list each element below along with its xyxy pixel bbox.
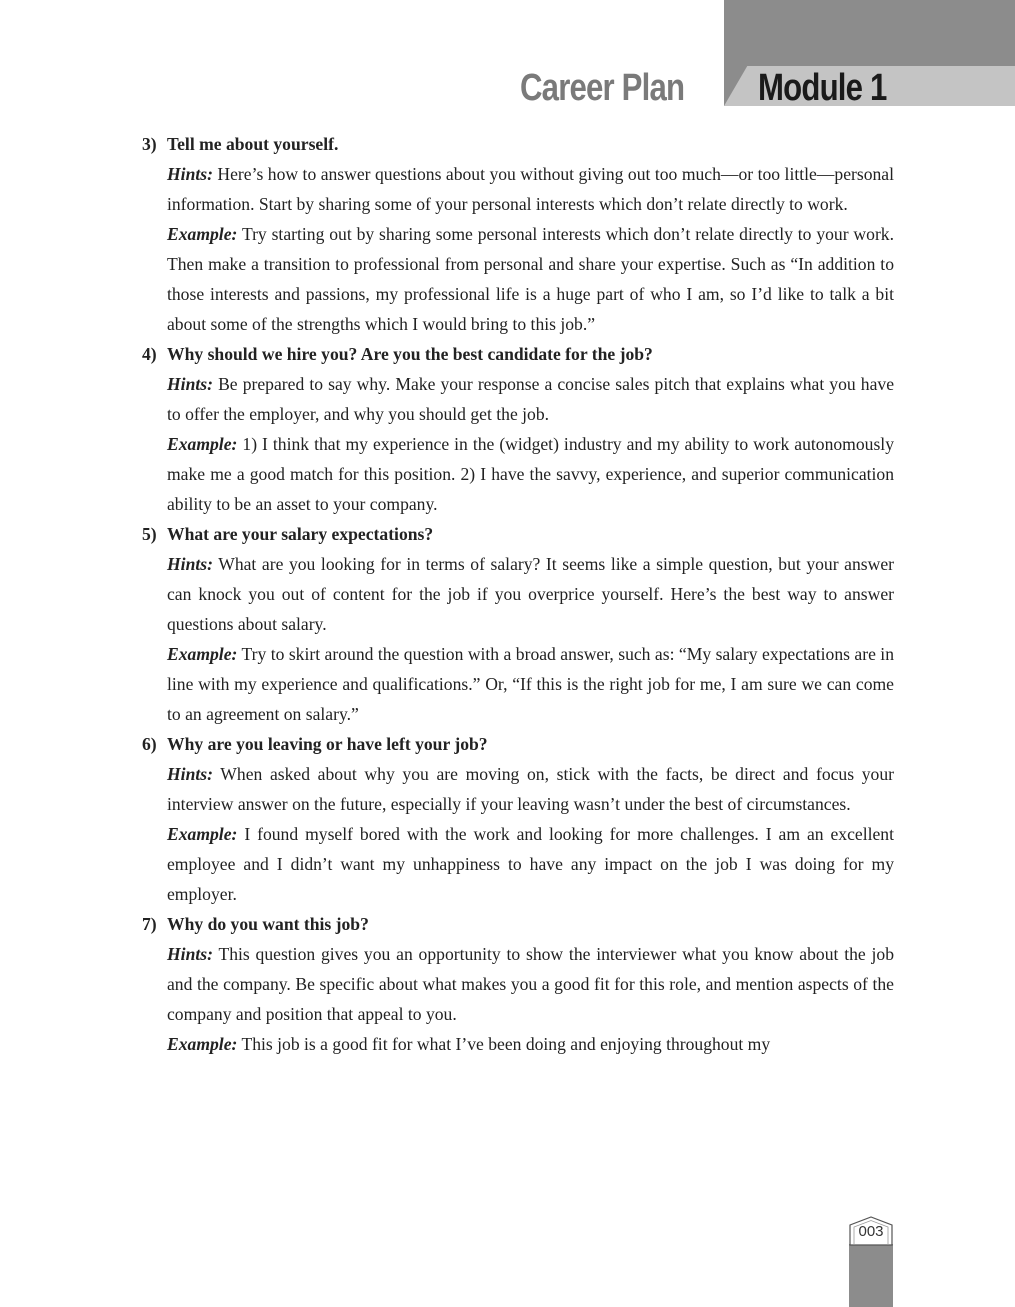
question-text: Why are you leaving or have left your job? xyxy=(167,734,488,754)
question-number: 3) xyxy=(142,134,157,154)
page-number-tab xyxy=(849,1244,893,1307)
question-block xyxy=(142,339,894,519)
question-number: 4) xyxy=(142,344,157,364)
example-label: Example: xyxy=(167,224,238,244)
example-label: Example: xyxy=(167,824,238,844)
hints-text: This question gives you an opportunity to show the interviewer what you know about the job and the company. Be specific about what makes you a good fit for this role, and mention aspects of the company and position that appeal to you. xyxy=(167,944,894,1024)
example-paragraph xyxy=(142,219,894,339)
hints-paragraph xyxy=(142,759,894,819)
question-text: Why do you want this job? xyxy=(167,914,369,934)
example-paragraph xyxy=(142,1029,894,1059)
question-heading xyxy=(142,339,894,369)
question-block xyxy=(142,909,894,1059)
question-number: 7) xyxy=(142,914,157,934)
hints-paragraph xyxy=(142,159,894,219)
question-block xyxy=(142,519,894,729)
hints-label: Hints: xyxy=(167,164,213,184)
hints-paragraph xyxy=(142,939,894,1029)
hints-text: When asked about why you are moving on, stick with the facts, be direct and focus your interview answer on the future, especially if your leaving wasn’t under the best of circumstances. xyxy=(167,764,894,814)
hints-text: What are you looking for in terms of salary? It seems like a simple question, but your answer can knock you out of content for the job if you overprice yourself. Here’s the best way to answer questions about salary. xyxy=(167,554,894,634)
question-block xyxy=(142,129,894,339)
page-body xyxy=(142,129,894,1059)
hints-text: Here’s how to answer questions about you without giving out too much—or too little—personal information. Start by sharing some of your personal interests which don’t relate directly to work. xyxy=(167,164,894,214)
example-text: Try to skirt around the question with a broad answer, such as: “My salary expectations are in line with my experience and qualifications.” Or, “If this is the right job for me, I am sure we can come to an agreement on salary.” xyxy=(167,644,894,724)
example-paragraph xyxy=(142,429,894,519)
example-paragraph xyxy=(142,639,894,729)
question-text: Why should we hire you? Are you the best candidate for the job? xyxy=(167,344,653,364)
example-text: This job is a good fit for what I’ve been doing and enjoying throughout my xyxy=(241,1034,771,1054)
question-block xyxy=(142,729,894,909)
page-number: 003 xyxy=(858,1223,884,1240)
question-heading xyxy=(142,129,894,159)
hints-label: Hints: xyxy=(167,554,213,574)
example-text: Try starting out by sharing some personal interests which don’t relate directly to your work. Then make a transition to professional from personal and share your expertise. Such as “In addition to those interests and passions, my professional life is a huge part of who I am, so I’d like to talk a bit about some of the strengths which I would bring to this job.” xyxy=(167,224,894,334)
question-heading xyxy=(142,909,894,939)
module-label: Module 1 xyxy=(758,67,887,109)
example-label: Example: xyxy=(167,434,238,454)
hints-text: Be prepared to say why. Make your response a concise sales pitch that explains what you have to offer the employer, and why you should get the job. xyxy=(167,374,894,424)
hints-label: Hints: xyxy=(167,764,213,784)
hints-paragraph xyxy=(142,549,894,639)
example-text: 1) I think that my experience in the (widget) industry and my ability to work autonomously make me a good match for this position. 2) I have the savvy, experience, and superior communication ability to be an asset to your company. xyxy=(167,434,894,514)
chapter-title: Career Plan xyxy=(520,67,685,109)
question-heading xyxy=(142,729,894,759)
example-label: Example: xyxy=(167,644,238,664)
hints-label: Hints: xyxy=(167,944,213,964)
question-number: 5) xyxy=(142,524,157,544)
page-number-badge xyxy=(849,1216,893,1246)
question-heading xyxy=(142,519,894,549)
question-number: 6) xyxy=(142,734,157,754)
example-paragraph xyxy=(142,819,894,909)
example-label: Example: xyxy=(167,1034,238,1054)
example-text: I found myself bored with the work and looking for more challenges. I am an excellent employee and I didn’t want my unhappiness to have any impact on the job I was doing for my employer. xyxy=(167,824,894,904)
hints-label: Hints: xyxy=(167,374,213,394)
question-text: What are your salary expectations? xyxy=(167,524,434,544)
hints-paragraph xyxy=(142,369,894,429)
question-text: Tell me about yourself. xyxy=(167,134,339,154)
